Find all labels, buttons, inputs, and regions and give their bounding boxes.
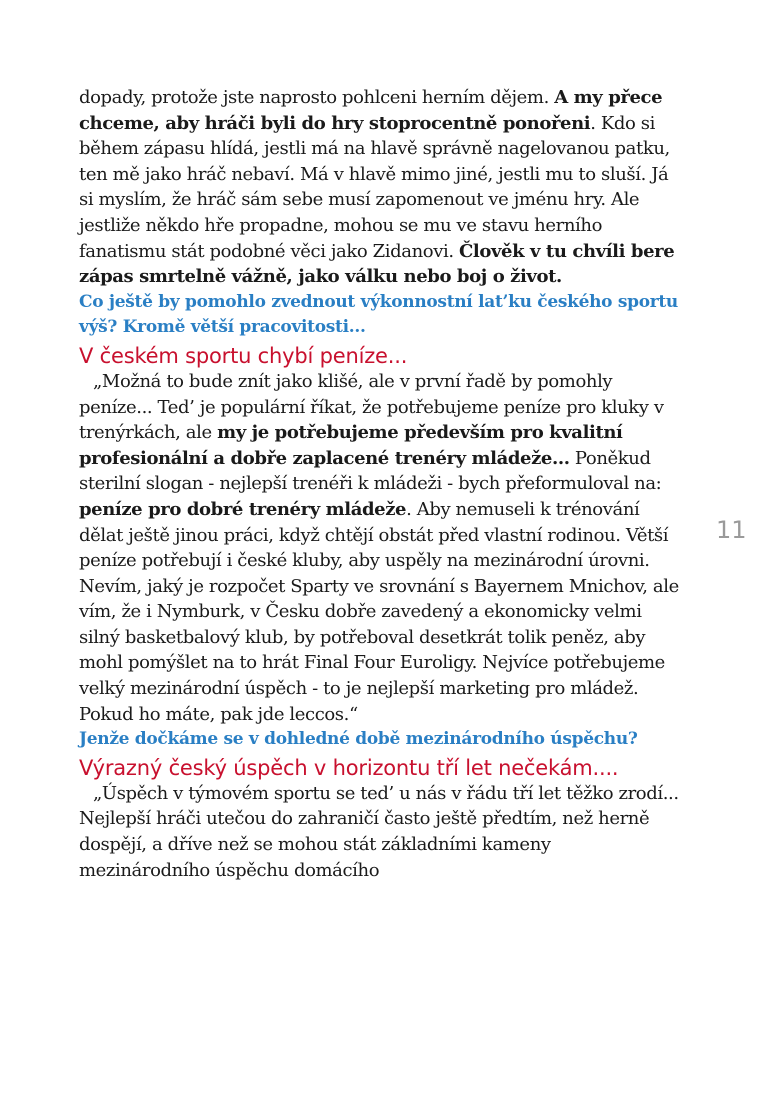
bold-run: peníze pro dobré trenéry mládeže	[79, 498, 407, 520]
text-run: dopady, protože jste naprosto pohlceni herním dějem.	[79, 87, 555, 108]
text-run: Poněkud sterilní slogan - nejlepší trenéři k mládeži - bych přeformuloval na:	[79, 447, 662, 495]
article-column	[79, 85, 679, 883]
bold-run: Člověk v tu chvíli bere zápas smrtelně vážně, jako válku nebo boj o život.	[79, 240, 675, 288]
subheading-2: Výrazný český úspěch v horizontu tří let nečekám....	[79, 755, 619, 780]
text-run: „Úspěch v týmovém sportu se ted’ u nás v řádu tří let těžko zrodí... Nejlepší hráči utečou do zahraničí často ještě předtím, než herně dospějí, a dříve než se mohou stát základními kameny mezinárodního úspěchu domácího	[79, 782, 679, 881]
text-run: „Možná to bude znít jako klišé, ale v první řadě by pomohly peníze... Ted’ je populární říkat, že potřebujeme peníze pro kluky v trenýrkách, ale	[79, 370, 664, 444]
question-1: Co ještě by pomohlo zvednout výkonnostní lat’ku českého sportu výš? Kromě větší pracovitosti...	[79, 291, 678, 338]
text-run: . Aby nemuseli k trénování dělat ještě jinou práci, když chtějí obstát před vlastní rodinou. Větší peníze potřebují i české kluby, aby uspěly na mezinárodní úrovni. Nevím, jaký je rozpočet Sparty ve srovnání s Bayernem Mnichov, ale vím, že i Nymburk, v Česku dobře zavedený a ekonomicky velmi silný basketbalový klub, by potřeboval desetkrát tolik peněz, aby mohl pomýšlet na to hrát Final Four Euroligy. Nejvíce potřebujeme velký mezinárodní úspěch - to je nejlepší marketing pro mládež. Pokud ho máte, pak jde leccos.“	[79, 498, 679, 725]
subheading-1: V českém sportu chybí peníze...	[79, 343, 408, 368]
paragraph-2	[79, 369, 679, 727]
paragraph-1	[79, 85, 679, 290]
question-2: Jenže dočkáme se v dohledné době mezinárodního úspěchu?	[79, 729, 638, 750]
text-run: . Kdo si během zápasu hlídá, jestli má na hlavě správně nagelovanou patku, ten mě jako hráč nebaví. Má v hlavě mimo jiné, jestli mu to sluší. Já si myslím, že hráč sám sebe musí zapomenout ve jménu hry. Ale jestliže někdo hře propadne, mohou se mu ve stavu herního fanatismu stát podobné věci jako Zidanovi.	[79, 112, 670, 262]
bold-run: my je potřebujeme především pro kvalitní profesionální a dobře zaplacené trenéry mládeže...	[79, 422, 623, 469]
bold-run: A my přece chceme, aby hráči byli do hry stoprocentně ponořeni	[79, 87, 663, 134]
paragraph-3	[79, 781, 679, 883]
page-number: 11	[716, 516, 747, 544]
